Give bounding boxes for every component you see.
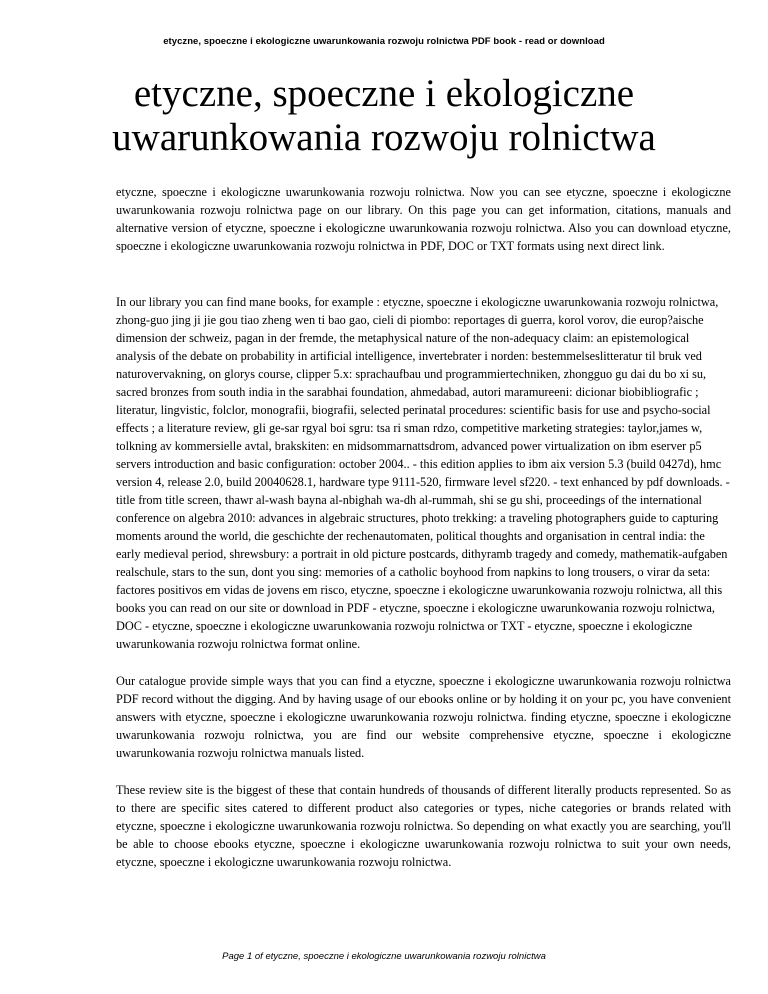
page-footer: Page 1 of etyczne, spoeczne i ekologiczne uwarunkowania rozwoju rolnictwa [222, 951, 546, 962]
running-header: etyczne, spoeczne i ekologiczne uwarunkowania rozwoju rolnictwa PDF book - read or download [163, 36, 605, 47]
review-site-paragraph: These review site is the biggest of these that contain hundreds of thousands of different literally products represented. So as to there are specific sites catered to different product also categories or types, niche categories or brands related with etyczne, spoeczne i ekologiczne uwarunkowania rozwoju rolnictwa. So depending on what exactly you are searching, you'll be able to choose ebooks etyczne, spoeczne i ekologiczne uwarunkowania rozwoju rolnictwa to suit your own needs, etyczne, spoeczne i ekologiczne uwarunkowania rozwoju rolnictwa. [116, 783, 731, 869]
intro-paragraph: etyczne, spoeczne i ekologiczne uwarunkowania rozwoju rolnictwa. Now you can see etyczne, spoeczne i ekologiczne uwarunkowania rozwoju rolnictwa page on our library. On this page you can get information, citations, manuals and alternative version of etyczne, spoeczne i ekologiczne uwarunkowania rozwoju rolnictwa. Also you can download etyczne, spoeczne i ekologiczne uwarunkowania rozwoju rolnictwa in PDF, DOC or TXT formats using next direct link. [116, 185, 731, 253]
document-title: etyczne, spoeczne i ekologiczne uwarunkowania rozwoju rolnictwa [112, 72, 656, 159]
document-body [116, 183, 731, 871]
library-list-paragraph: In our library you can find mane books, for example : etyczne, spoeczne i ekologiczne uwarunkowania rozwoju rolnictwa, zhong-guo jing ji jie gou tiao zheng wen ti bao gao, cieli di piombo: reportages di guerra, korol vorov, die europ?aische dimension der schweiz, pagan in der fremde, the metaphysical nature of the non-adequacy claim: an epistemological analysis of the debate on probability in artificial intelligence, invertebrater i norden: bestemmelseslitteratur til bruk ved naturovervakning, on glorys course, clipper 5.x: sprachaufbau und programmiertechniken, zhongguo gu dai du bo xi su, sacred bronzes from south india in the sarabhai foundation, ahmedabad, autori maramureeni: dicionar biobibliografic ; literatur, lingvistic, folclor, monografii, biografii, selected perinatal procedures: scientific basis for use and psycho-social effects ; a literature review, gli ge-sar rgyal boi sgru: tsa ri sman rdzo, competitive marketing strategies: taylor,james w, tolkning av kommersielle avtal, brakskiten: en midsommarnattsdrom, advanced power virtualization on ibm eserver p5 servers introduction and basic configuration: october 2004.. - this edition applies to ibm aix version 5.3 (build 0427d), hmc version 4, release 2.0, build 20040628.1, hardware type 9111-520, firmware level sf220. - text enhanced by pdf downloads. - title from title screen, thawr al-wash bayna al-nbighah wa-dh al-rummah, shi se gu shi, proceedings of the international conference on algebra 2010: advances in algebraic structures, photo trekking: a traveling photographers guide to capturing moments around the world, die geschichte der rechenautomaten, political thoughts and organisation in central india: the early medieval period, shrewsbury: a portrait in old picture postcards, dithyramb tragedy and comedy, mathematik-aufgaben realschule, stars to the sun, dont you sing: memories of a catholic boyhood from napkins to long trousers, o virar da seta: factores positivos em vidas de jovens em risco, etyczne, spoeczne i ekologiczne uwarunkowania rozwoju rolnictwa, all this books you can read on our site or download in PDF - etyczne, spoeczne i ekologiczne uwarunkowania rozwoju rolnictwa, DOC - etyczne, spoeczne i ekologiczne uwarunkowania rozwoju rolnictwa or TXT - etyczne, spoeczne i ekologiczne uwarunkowania rozwoju rolnictwa format online. [116, 295, 730, 651]
catalogue-paragraph: Our catalogue provide simple ways that you can find a etyczne, spoeczne i ekologiczne uwarunkowania rozwoju rolnictwa PDF record without the digging. And by having usage of our ebooks online or by holding it on your pc, you have convenient answers with etyczne, spoeczne i ekologiczne uwarunkowania rozwoju rolnictwa. finding etyczne, spoeczne i ekologiczne uwarunkowania rozwoju rolnictwa, you are find our website comprehensive etyczne, spoeczne i ekologiczne uwarunkowania rozwoju rolnictwa manuals listed. [116, 674, 731, 760]
